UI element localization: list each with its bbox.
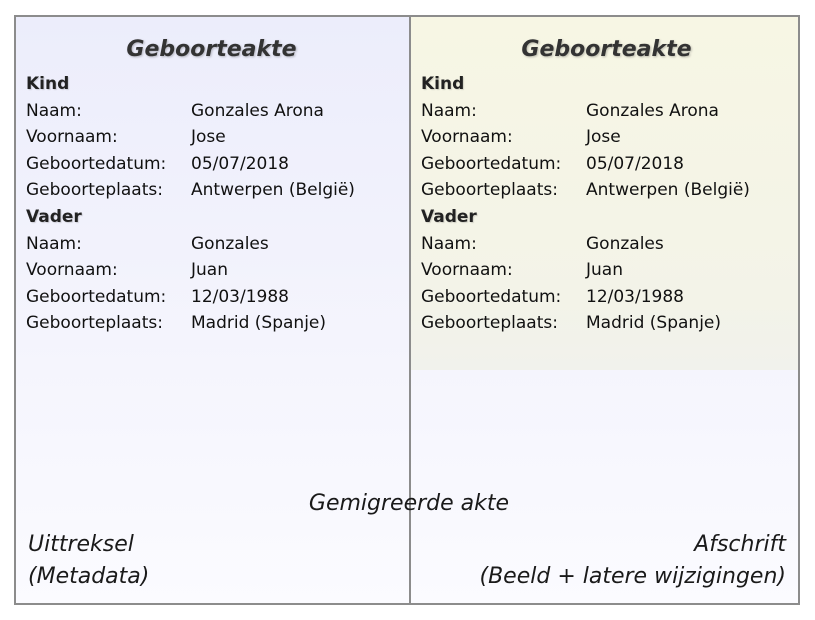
field-row	[421, 177, 750, 204]
field-value: Madrid (Spanje)	[586, 313, 722, 334]
field-label: Voornaam:	[421, 260, 513, 281]
field-label: Naam:	[26, 233, 82, 254]
field-row	[421, 257, 750, 284]
field-row	[421, 231, 750, 258]
field-list	[26, 71, 355, 337]
field-row	[421, 151, 750, 178]
field-label: Geboortedatum:	[26, 153, 167, 174]
migrated-deed-caption: Gemigreerde akte	[308, 491, 510, 516]
copy-panel	[411, 17, 800, 370]
field-row	[26, 151, 355, 178]
field-label: Geboortedatum:	[421, 286, 562, 307]
field-row	[26, 177, 355, 204]
field-label: Naam:	[421, 233, 477, 254]
field-row	[26, 124, 355, 151]
field-label: Geboorteplaats:	[26, 313, 163, 334]
field-value: Gonzales	[586, 233, 664, 254]
copy-caption-subtitle: (Beeld + latere wijzigingen)	[479, 564, 786, 589]
section-heading-vader: Vader	[421, 206, 477, 227]
field-label: Geboorteplaats:	[26, 180, 163, 201]
extract-caption-subtitle: (Metadata)	[28, 564, 150, 589]
field-value: Gonzales Arona	[586, 100, 719, 121]
field-value: 12/03/1988	[191, 286, 289, 307]
extract-caption	[28, 529, 149, 593]
field-value: Gonzales	[191, 233, 269, 254]
field-value: Madrid (Spanje)	[191, 313, 327, 334]
section-heading-kind: Kind	[26, 74, 70, 94]
field-row	[26, 98, 355, 125]
field-row	[421, 98, 750, 125]
field-label: Naam:	[26, 100, 82, 121]
field-row	[421, 124, 750, 151]
field-row	[26, 257, 355, 284]
field-list	[421, 71, 750, 337]
field-label: Naam:	[421, 100, 477, 121]
field-label: Geboorteplaats:	[421, 180, 558, 201]
field-label: Voornaam:	[26, 127, 118, 148]
copy-caption-title: Afschrift	[694, 532, 786, 557]
field-row	[26, 310, 355, 337]
panel-title: Geboorteakte	[126, 37, 297, 62]
field-value: Juan	[586, 260, 623, 281]
copy-caption	[480, 529, 787, 593]
field-value: 05/07/2018	[191, 153, 289, 174]
field-row	[26, 284, 355, 311]
field-label: Voornaam:	[421, 127, 513, 148]
section-heading-kind: Kind	[421, 74, 465, 94]
field-value: 12/03/1988	[586, 286, 684, 307]
field-label: Geboortedatum:	[421, 153, 562, 174]
field-value: Jose	[586, 127, 621, 148]
migrated-deed-diagram	[14, 15, 800, 605]
field-value: Antwerpen (België)	[191, 180, 355, 201]
field-value: Jose	[191, 127, 226, 148]
field-value: Juan	[191, 260, 228, 281]
field-row	[421, 284, 750, 311]
panel-title: Geboorteakte	[521, 37, 692, 62]
extract-caption-title: Uittreksel	[28, 532, 134, 557]
field-label: Geboortedatum:	[26, 286, 167, 307]
section-heading-vader: Vader	[26, 206, 82, 227]
field-value: Gonzales Arona	[191, 100, 324, 121]
field-row	[26, 231, 355, 258]
field-label: Voornaam:	[26, 260, 118, 281]
field-value: 05/07/2018	[586, 153, 684, 174]
field-value: Antwerpen (België)	[586, 180, 750, 201]
extract-panel	[16, 17, 407, 372]
field-row	[421, 310, 750, 337]
field-label: Geboorteplaats:	[421, 313, 558, 334]
